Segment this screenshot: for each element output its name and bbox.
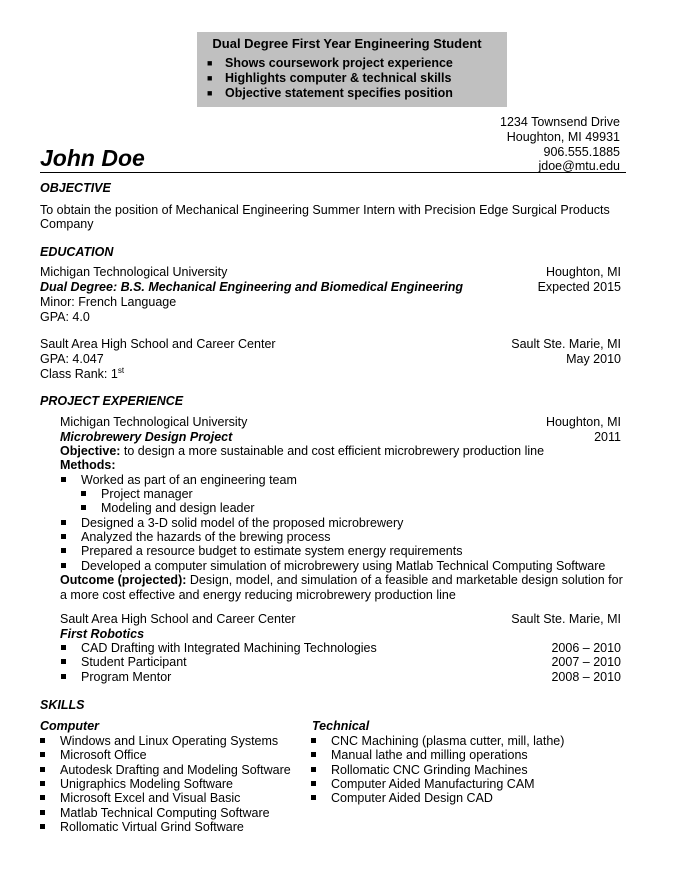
robotics-item: CAD Drafting with Integrated Machining Technologies [81,641,377,655]
computer-skill: Microsoft Office [60,748,147,762]
high-school-name: Sault Area High School and Career Center [40,337,276,351]
applicant-name: John Doe [40,145,145,171]
computer-skill: Autodesk Drafting and Modeling Software [60,763,291,777]
methods-label: Methods: [60,458,116,472]
method-item: Developed a computer simulation of microbrewery using Matlab Technical Computing Software [81,559,605,573]
address-line-1: 1234 Townsend Drive [500,115,620,129]
method-item: Designed a 3-D solid model of the proposed microbrewery [81,516,403,530]
skills-heading: SKILLS [40,698,85,712]
computer-skill: Rollomatic Virtual Grind Software [60,820,244,834]
project-objective: Objective: to design a more sustainable and cost efficient microbrewery production line [60,444,545,458]
robotics-date: 2008 – 2010 [551,670,621,684]
technical-skill: Manual lathe and milling operations [331,748,528,762]
computer-skill: Windows and Linux Operating Systems [60,734,278,748]
project-title: Microbrewery Design Project [60,430,233,444]
minor: Minor: French Language [40,295,177,309]
school-name: Michigan Technological University [40,265,228,279]
annotation-box [197,32,507,107]
annotation-item: ■ Highlights computer & technical skills [207,71,452,85]
degree: Dual Degree: B.S. Mechanical Engineering and Biomedical Engineering [40,280,464,294]
method-item: Worked as part of an engineering team [81,473,297,487]
email: jdoe@mtu.edu [538,159,620,173]
objective-text-cont: Company [40,217,94,231]
technical-skill: Rollomatic CNC Grinding Machines [331,763,528,777]
degree-date: Expected 2015 [537,280,621,294]
robotics-date: 2007 – 2010 [551,655,621,669]
method-subitem: Modeling and design leader [101,501,255,515]
robotics-item: Program Mentor [81,670,171,684]
technical-skill: Computer Aided Design CAD [331,791,493,805]
objective-heading: OBJECTIVE [40,181,111,195]
phone: 906.555.1885 [543,145,620,159]
robotics-item: Student Participant [81,655,187,669]
project-location: Houghton, MI [545,415,621,429]
project-outcome-cont: a more cost effective and energy reducing microbrewery production line [60,588,456,602]
projects-heading: PROJECT EXPERIENCE [40,394,184,408]
project-org-2: Sault Area High School and Career Center [60,612,296,626]
method-subitem: Project manager [101,487,193,501]
project-location-2: Sault Ste. Marie, MI [511,612,621,626]
project-org: Michigan Technological University [60,415,248,429]
annotation-item: ■ Shows coursework project experience [207,56,453,70]
computer-skill: Unigraphics Modeling Software [60,777,233,791]
project-outcome: Outcome (projected): Design, model, and simulation of a feasible and marketable design solution for [60,573,623,587]
objective-text: To obtain the position of Mechanical Engineering Summer Intern with Precision Edge Surgical Products [40,203,610,217]
annotation-title: Dual Degree First Year Engineering Student [212,36,482,51]
high-school-date: May 2010 [566,352,621,366]
education-heading: EDUCATION [40,245,114,259]
high-school-gpa: GPA: 4.047 [40,352,104,366]
computer-skill: Matlab Technical Computing Software [60,806,270,820]
method-item: Prepared a resource budget to estimate system energy requirements [81,544,462,558]
computer-skill: Microsoft Excel and Visual Basic [60,791,240,805]
school-location: Houghton, MI [545,265,621,279]
technical-skills-heading: Technical [312,719,370,733]
address-line-2: Houghton, MI 49931 [506,130,620,144]
method-item: Analyzed the hazards of the brewing process [81,530,330,544]
robotics-date: 2006 – 2010 [551,641,621,655]
project-title-2: First Robotics [60,627,145,641]
annotation-item: ■ Objective statement specifies position [207,86,453,100]
project-year: 2011 [594,430,621,444]
technical-skill: CNC Machining (plasma cutter, mill, lathe) [331,734,564,748]
class-rank: Class Rank: 1st [40,366,125,382]
technical-skill: Computer Aided Manufacturing CAM [331,777,535,791]
computer-skills-heading: Computer [40,719,100,733]
high-school-location: Sault Ste. Marie, MI [511,337,621,351]
gpa: GPA: 4.0 [40,310,90,324]
header-divider [40,172,626,173]
